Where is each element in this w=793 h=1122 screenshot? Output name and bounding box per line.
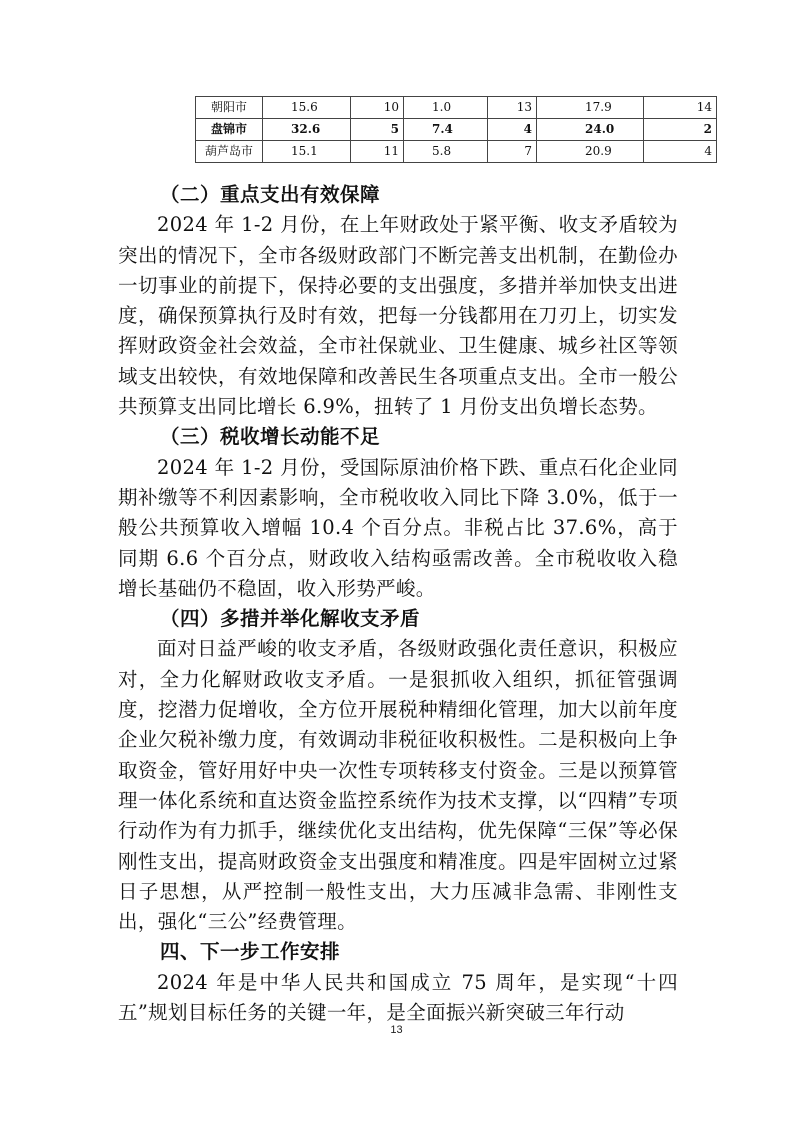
table-cell-value: 13 <box>488 97 537 119</box>
table-cell-value: 4 <box>644 141 717 163</box>
table-cell-value: 7.4 <box>404 119 488 141</box>
table-cell-value: 14 <box>644 97 717 119</box>
table-cell-value: 7 <box>488 141 537 163</box>
table-cell-value: 10 <box>351 97 404 119</box>
table-row <box>196 97 717 119</box>
table-cell-value: 32.6 <box>263 119 351 141</box>
table-cell-value: 5 <box>351 119 404 141</box>
table-cell-city: 葫芦岛市 <box>196 141 263 163</box>
table-cell-value: 24.0 <box>537 119 644 141</box>
table-cell-value: 15.1 <box>263 141 351 163</box>
table-row <box>196 141 717 163</box>
table-cell-value: 4 <box>488 119 537 141</box>
table-cell-city: 盘锦市 <box>196 119 263 141</box>
section-paragraph-3: 2024 年 1-2 月份，受国际原油价格下跌、重点石化企业同期补缴等不利因素影响，全市税收收入同比下降 3.0%，低于一般公共预算收入增幅 10.4 个百分点。非税占比 37.6%，高于同期 6.6 个百分点，财政收入结构亟需改善。全市税收收入稳增长基础仍不稳固，收入形势严峻。 <box>118 455 678 600</box>
document-body <box>118 180 678 1028</box>
table-cell-value: 5.8 <box>404 141 488 163</box>
section-heading-4: （四）多措并举化解收支矛盾 <box>160 607 421 631</box>
section-paragraph-4: 面对日益严峻的收支矛盾，各级财政强化责任意识，积极应对，全力化解财政收支矛盾。一是狠抓收入组织，抓征管强调度，挖潜力促增收，全方位开展税种精细化管理，加大以前年度企业欠税补缴力度，有效调动非税征收积极性。二是积极向上争取资金，管好用好中央一次性专项转移支付资金。三是以预算管理一体化系统和直达资金监控系统作为技术支撑，以“四精”专项行动作为有力抓手，继续优化支出结构，优先保障“三保”等必保刚性支出，提高财政资金支出强度和精准度。四是牢固树立过紧日子思想，从严控制一般性支出，大力压减非急需、非刚性支出，强化“三公”经费管理。 <box>118 637 678 934</box>
part-paragraph-4: 2024 年是中华人民共和国成立 75 周年，是实现“十四五”规划目标任务的关键一年，是全面振兴新突破三年行动 <box>118 970 678 1025</box>
table-cell-city: 朝阳市 <box>196 97 263 119</box>
table-cell-value: 20.9 <box>537 141 644 163</box>
table-cell-value: 1.0 <box>404 97 488 119</box>
page-number: 13 <box>390 1024 403 1036</box>
table-cell-value: 11 <box>351 141 404 163</box>
section-heading-3: （三）税收增长动能不足 <box>160 425 381 449</box>
section-heading-2: （二）重点支出有效保障 <box>160 183 381 206</box>
city-ranking-table <box>195 96 717 163</box>
section-paragraph-2: 2024 年 1-2 月份，在上年财政处于紧平衡、收支矛盾较为突出的情况下，全市各级财政部门不断完善支出机制，在勤俭办一切事业的前提下，保持必要的支出强度，多措并举加快支出进度，确保预算执行及时有效，把每一分钱都用在刀刃上，切实发挥财政资金社会效益，全市社保就业、卫生健康、城乡社区等领域支出较快，有效地保障和改善民生各项重点支出。全市一般公共预算支出同比增长 6.9%，扭转了 1 月份支出负增长态势。 <box>118 213 678 419</box>
table-row <box>196 119 717 141</box>
table-cell-value: 17.9 <box>537 97 644 119</box>
part-heading-4: 四、下一步工作安排 <box>160 940 341 964</box>
table-cell-value: 15.6 <box>263 97 351 119</box>
table-cell-value: 2 <box>644 119 717 141</box>
